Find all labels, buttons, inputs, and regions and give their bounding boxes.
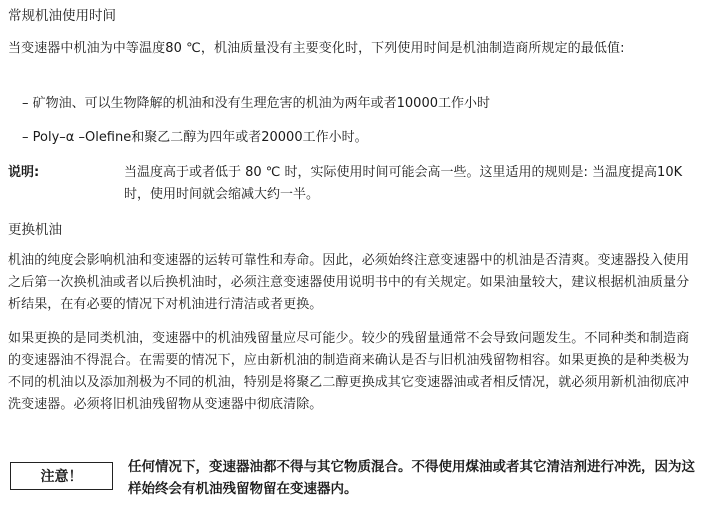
warning-text: 任何情况下，变速器油都不得与其它物质混合。不得使用煤油或者其它清洁剂进行冲洗，因为这样始终会有机油残留物留在变速器内。 xyxy=(128,459,695,497)
intro-paragraph: 当变速器中机油为中等温度80 ℃，机油质量没有主要变化时，下列使用时间是机油制造商所规定的最低值: xyxy=(8,41,625,56)
bullet-item-poly-olefine: – Poly–α –Olefine和聚乙二醇为四年或者20000工作小时。 xyxy=(22,130,368,145)
warning-label: 注意！ xyxy=(40,469,83,485)
warning-label-box xyxy=(10,462,113,490)
note-text: 当温度高于或者低于 80 ℃ 时，实际使用时间可能会高一些。这里适用的规则是: 当温度提高10K时，使用时间就会缩减大约一半。 xyxy=(124,165,683,202)
section-heading-oil-life: 常规机油使用时间 xyxy=(8,8,116,24)
note-label: 说明: xyxy=(8,165,40,180)
bullet-item-mineral-oil: – 矿物油、可以生物降解的机油和没有生理危害的机油为两年或者10000工作小时 xyxy=(22,96,490,111)
section-heading-oil-change: 更换机油 xyxy=(8,222,62,238)
oil-mixing-paragraph: 如果更换的是同类机油，变速器中的机油残留量应尽可能少。较少的残留量通常不会导致问题发生。不同种类和制造商的变速器油不得混合。在需要的情况下，应由新机油的制造商来确认是否与旧机油残留物相容。如果更换的是种类极为不同的机油以及添加剂极为不同的机油，特别是将聚乙二醇更换成其它变速器油或者相反情况，就必须用新机油彻底冲洗变速器。必须将旧机油残留物从变速器中彻底清除。 xyxy=(8,331,690,412)
oil-purity-paragraph: 机油的纯度会影响机油和变速器的运转可靠性和寿命。因此，必须始终注意变速器中的机油是否清爽。变速器投入使用之后第一次换机油或者以后换机油时，必须注意变速器使用说明书中的有关规定。如果油量较大，建议根据机油质量分析结果，在有必要的情况下对机油进行清洁或者更换。 xyxy=(8,253,690,312)
